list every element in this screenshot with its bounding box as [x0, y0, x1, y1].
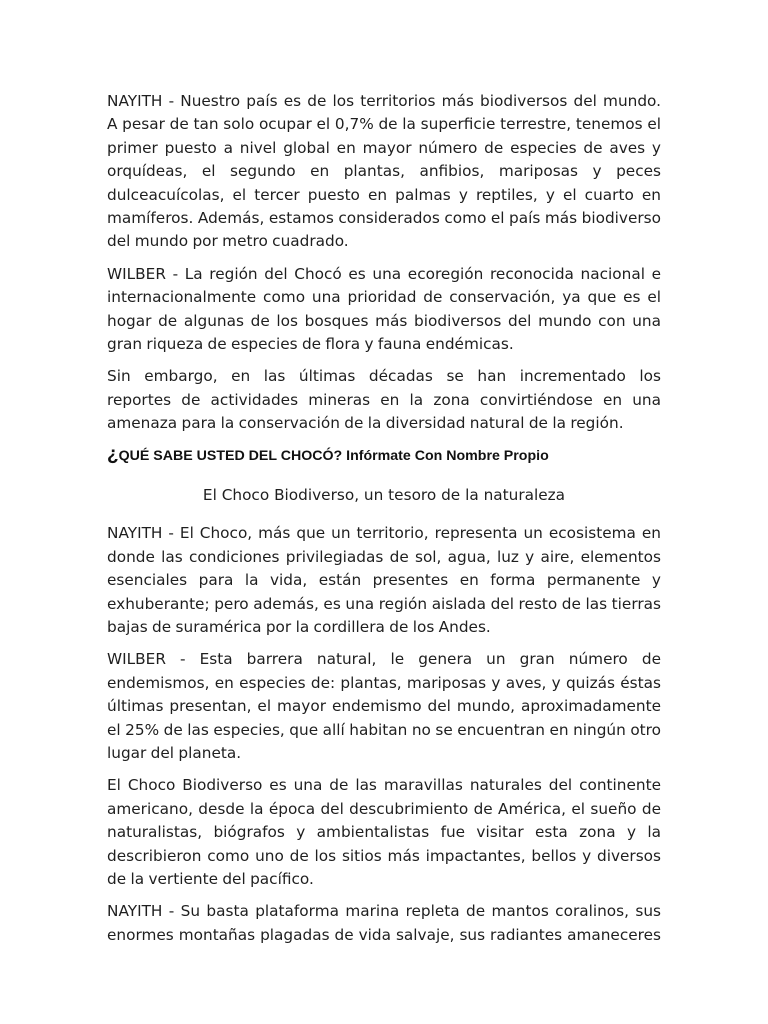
text-line: americano, desde la época del descubrimiento de América, el sueño de: [107, 799, 661, 818]
text-line: últimas presentan, el mayor endemismo del mundo, aproximadamente: [107, 697, 661, 716]
text-line: el 25% de las especies, que allí habitan no se encuentran en ningún otro: [107, 720, 661, 739]
text-line: endemismos, en especies de: plantas, mariposas y aves, y quizás éstas: [107, 673, 661, 692]
text-line: esenciales para la vida, están presentes en forma permanente y: [107, 571, 661, 590]
text-line: lugar del planeta.: [107, 743, 242, 762]
text-line: naturalistas, biógrafos y ambientalistas fue visitar esta zona y la: [107, 823, 661, 842]
text-line: amenaza para la conservación de la diversidad natural de la región.: [107, 414, 624, 433]
text-line: del mundo por metro cuadrado.: [107, 232, 349, 251]
section-heading: [107, 445, 661, 466]
text-line: donde las condiciones privilegiadas de sol, agua, luz y aire, elementos: [107, 547, 661, 566]
paragraph: [107, 365, 661, 435]
text-line: gran riqueza de especies de flora y fauna endémicas.: [107, 334, 514, 353]
text-line: de la vertiente del pacífico.: [107, 869, 314, 888]
heading-text: QUÉ SABE USTED DEL CHOCÓ? Infórmate Con Nombre Propio: [118, 448, 549, 465]
text-line: enormes montañas plagadas de vida salvaje, sus radiantes amaneceres: [107, 925, 661, 944]
article-body: [107, 522, 661, 947]
paragraph: [107, 90, 661, 254]
paragraph: [107, 263, 661, 357]
heading-question-mark: ¿: [107, 444, 119, 466]
paragraph: [107, 648, 661, 765]
text-line: NAYITH - El Choco, más que un territorio, representa un ecosistema en: [107, 524, 661, 543]
paragraph: [107, 774, 661, 891]
text-line: NAYITH - Nuestro país es de los territorios más biodiversos del mundo.: [107, 92, 661, 110]
text-line: A pesar de tan solo ocupar el 0,7% de la superficie terrestre, tenemos el: [107, 115, 661, 134]
text-line: mamíferos. Además, estamos considerados como el país más biodiverso: [107, 208, 661, 227]
text-line: bajas de suramérica por la cordillera de los Andes.: [107, 618, 491, 637]
text-line: internacionalmente como una prioridad de conservación, ya que es el: [107, 288, 661, 307]
text-line: WILBER - La región del Chocó es una ecoregión reconocida nacional e: [107, 264, 661, 283]
text-line: exhuberante; pero además, es una región aislada del resto de las tierras: [107, 594, 661, 613]
text-line: El Choco Biodiverso es una de las maravillas naturales del continente: [107, 776, 661, 795]
text-line: Sin embargo, en las últimas décadas se han incrementado los: [107, 367, 661, 386]
text-line: describieron como uno de los sitios más impactantes, bellos y diversos: [107, 846, 661, 865]
document-page: [107, 90, 661, 956]
text-line: primer puesto a nivel global en mayor número de especies de aves y: [107, 138, 661, 157]
text-line: orquídeas, el segundo en plantas, anfibios, mariposas y peces: [107, 162, 661, 181]
intro-section: [107, 90, 661, 435]
article-subtitle: El Choco Biodiverso, un tesoro de la naturaleza: [202, 486, 566, 505]
text-line: dulceacuícolas, el tercer puesto en palmas y reptiles, y el cuarto en: [107, 185, 661, 204]
text-line: NAYITH - Su basta plataforma marina repleta de mantos coralinos, sus: [107, 902, 661, 921]
text-line: hogar de algunas de los bosques más biodiversos del mundo con una: [107, 311, 661, 330]
text-line: reportes de actividades mineras en la zona convirtiéndose en una: [107, 390, 661, 409]
paragraph: [107, 522, 661, 639]
paragraph: [107, 900, 661, 947]
text-line: WILBER - Esta barrera natural, le genera un gran número de: [107, 650, 661, 669]
